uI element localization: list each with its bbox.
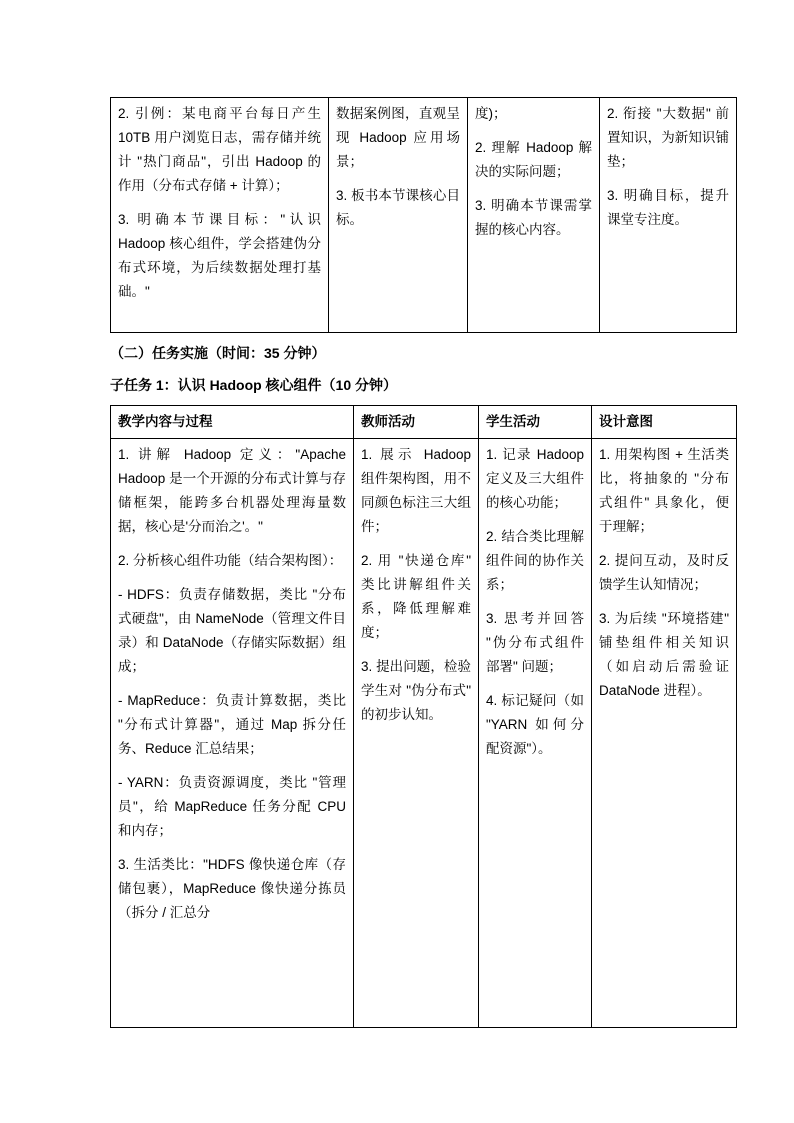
paragraph: 3. 明确本节课需掌握的核心内容。 bbox=[475, 198, 592, 237]
header-teacher-activity: 教师活动 bbox=[354, 406, 479, 439]
table-row bbox=[111, 439, 737, 1028]
section-heading: （二）任务实施（时间：35 分钟） bbox=[110, 345, 326, 361]
paragraph: 2. 分析核心组件功能（结合架构图）： bbox=[118, 553, 343, 568]
paragraph: - YARN：负责资源调度，类比 "管理员"，给 MapReduce 任务分配 CPU 和内存； bbox=[118, 775, 346, 838]
paragraph: 1. 记录 Hadoop 定义及三大组件的核心功能； bbox=[486, 447, 584, 510]
cell-student-activity bbox=[479, 439, 592, 1028]
header-design-intent: 设计意图 bbox=[592, 406, 737, 439]
table-header-row bbox=[111, 406, 737, 439]
paragraph: 3. 思考并回答 "伪分布式组件部署" 问题； bbox=[486, 611, 584, 674]
paragraph: 1. 讲解 Hadoop 定义："Apache Hadoop 是一个开源的分布式计算与存储框架，能跨多台机器处理海量数据，核心是'分而治之'。" bbox=[118, 447, 346, 534]
paragraph: 3. 明确目标，提升课堂专注度。 bbox=[607, 188, 729, 227]
paragraph: 数据案例图，直观呈现 Hadoop 应用场景； bbox=[336, 106, 460, 169]
cell-teaching-content bbox=[111, 439, 354, 1028]
task-table bbox=[110, 405, 737, 1028]
paragraph: 1. 用架构图 + 生活类比，将抽象的 "分布式组件" 具象化，便于理解； bbox=[599, 447, 729, 534]
cell-teacher-activity bbox=[329, 98, 468, 333]
cell-content bbox=[361, 443, 471, 1021]
paragraph: 3. 为后续 "环境搭建" 铺垫组件相关知识（如启动后需验证 DataNode 进程）。 bbox=[599, 611, 729, 698]
paragraph: 2. 结合类比理解组件间的协作关系； bbox=[486, 529, 584, 592]
paragraph: 度)； bbox=[475, 106, 507, 121]
paragraph: 3. 明确本节课目标："认识 Hadoop 核心组件，学会搭建伪分布式环境，为后续数据处理打基础。" bbox=[118, 212, 321, 299]
paragraph: 1. 展示 Hadoop 组件架构图，用不同颜色标注三大组件； bbox=[361, 447, 471, 534]
paragraph: 3. 生活类比："HDFS 像快递仓库（存储包裹），MapReduce 像快递分拣员（拆分 / 汇总分 bbox=[118, 857, 346, 920]
paragraph: 2. 理解 Hadoop 解决的实际问题； bbox=[475, 140, 592, 179]
paragraph: 3. 板书本节课核心目标。 bbox=[336, 188, 460, 227]
header-student-activity: 学生活动 bbox=[479, 406, 592, 439]
continuation-table bbox=[110, 97, 737, 333]
cell-content bbox=[118, 102, 321, 328]
paragraph: 2. 引例：某电商平台每日产生 10TB 用户浏览日志，需存储并统计 "热门商品"，引出 Hadoop 的作用（分布式存储 + 计算）； bbox=[118, 106, 321, 193]
paragraph: 2. 用 "快递仓库" 类比讲解组件关系，降低理解难度； bbox=[361, 553, 471, 640]
cell-content bbox=[607, 102, 729, 328]
cell-student-activity bbox=[468, 98, 600, 333]
paragraph: 3. 提出问题，检验学生对 "伪分布式" 的初步认知。 bbox=[361, 659, 471, 722]
subtask-heading: 子任务 1：认识 Hadoop 核心组件（10 分钟） bbox=[110, 377, 398, 393]
paragraph: - MapReduce：负责计算数据，类比 "分布式计算器"，通过 Map 拆分任务、Reduce 汇总结果； bbox=[118, 693, 346, 756]
table-row bbox=[111, 98, 737, 333]
paragraph: - HDFS：负责存储数据，类比 "分布式硬盘"，由 NameNode（管理文件目录）和 DataNode（存储实际数据）组成； bbox=[118, 587, 346, 674]
cell-content bbox=[336, 102, 460, 328]
cell-teacher-activity bbox=[354, 439, 479, 1028]
cell-content bbox=[486, 443, 584, 1021]
cell-content bbox=[475, 102, 592, 328]
cell-design-intent bbox=[600, 98, 737, 333]
cell-teaching-content bbox=[111, 98, 329, 333]
paragraph: 2. 提问互动，及时反馈学生认知情况； bbox=[599, 553, 729, 592]
paragraph: 2. 衔接 "大数据" 前置知识，为新知识铺垫； bbox=[607, 106, 729, 169]
cell-design-intent bbox=[592, 439, 737, 1028]
paragraph: 4. 标记疑问（如 "YARN 如何分配资源"）。 bbox=[486, 693, 584, 756]
cell-content bbox=[599, 443, 729, 1021]
cell-content bbox=[118, 443, 346, 1021]
header-teaching-content: 教学内容与过程 bbox=[111, 406, 354, 439]
